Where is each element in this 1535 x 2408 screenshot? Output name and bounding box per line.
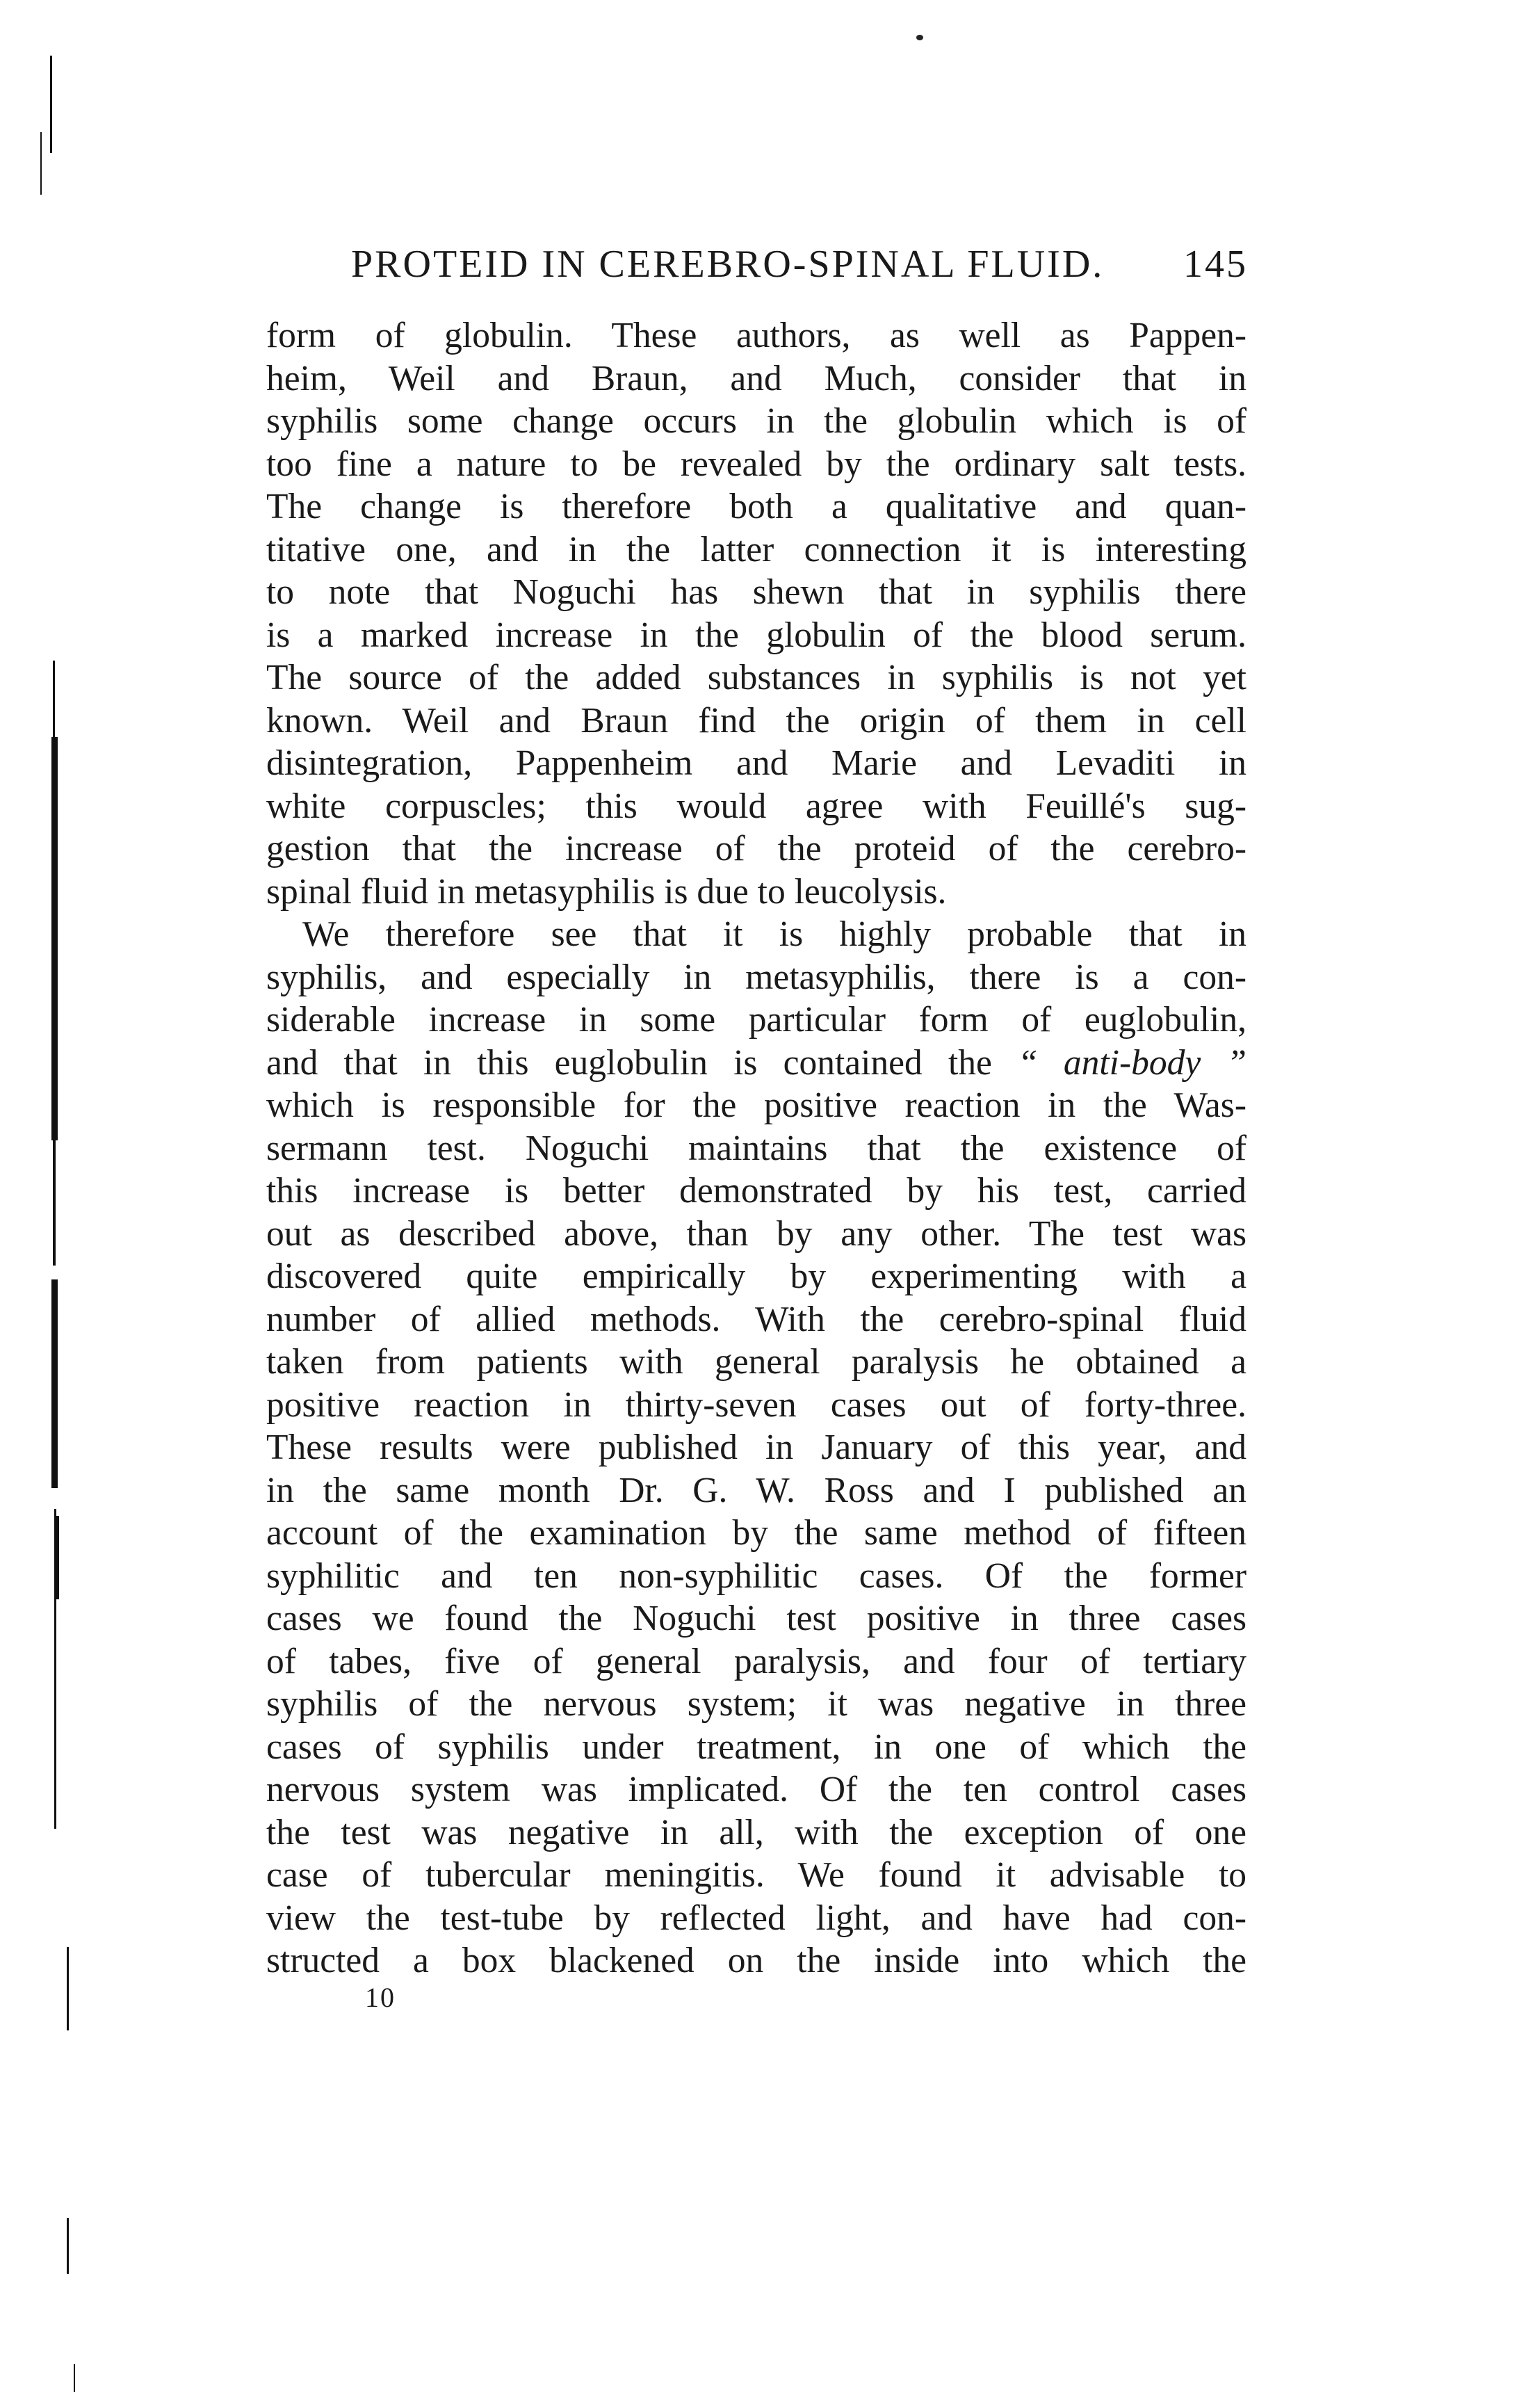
text-line: syphilis some change occurs in the globulin which is of <box>266 401 1246 441</box>
text-line: syphilis of the nervous system; it was negative in three <box>266 1684 1246 1724</box>
ink-speck <box>916 35 923 40</box>
text-line: nervous system was implicated. Of the ten control cases <box>266 1770 1246 1809</box>
text-line: heim, Weil and Braun, and Much, consider that in <box>266 358 1246 398</box>
text-line: white corpuscles; this would agree with Feuillé's sug- <box>266 786 1246 826</box>
text-line: structed a box blackened on the inside into which the <box>266 1941 1246 1980</box>
text-line: spinal fluid in metasyphilis is due to leucolysis. <box>266 871 947 912</box>
gutter-mark <box>50 56 52 153</box>
gutter-mark <box>40 132 42 195</box>
text-line: known. Weil and Braun find the origin of them in cell <box>266 700 1246 741</box>
text-line: cases of syphilis under treatment, in one of which the <box>266 1727 1246 1767</box>
body-text <box>266 314 1246 1982</box>
antibody-italic: “ anti-body ” <box>1018 1042 1246 1083</box>
text-line: is a marked increase in the globulin of the blood serum. <box>266 615 1246 655</box>
gutter-mark <box>53 1140 56 1266</box>
antibody-line-text: and that in this euglobulin is contained the <box>266 1042 1018 1083</box>
text-line: which is responsible for the positive reaction in the Was- <box>266 1085 1246 1125</box>
gutter-mark <box>74 2364 75 2392</box>
text-line: syphilis, and especially in metasyphilis, there is a con- <box>266 957 1246 997</box>
text-line: in the same month Dr. G. W. Ross and I published an <box>266 1470 1246 1510</box>
signature-mark: 10 <box>365 1982 396 2013</box>
text-line: number of allied methods. With the cerebro-spinal fluid <box>266 1299 1246 1339</box>
text-line: syphilitic and ten non-syphilitic cases. Of the former <box>266 1555 1246 1596</box>
gutter-mark <box>67 2218 69 2274</box>
text-line: titative one, and in the latter connection it is interesting <box>266 529 1246 569</box>
text-line: These results were published in January of this year, and <box>266 1428 1246 1467</box>
gutter-mark <box>51 737 58 1140</box>
gutter-mark <box>67 1947 69 2030</box>
text-line: The source of the added substances in syphilis is not yet <box>266 658 1246 697</box>
text-line: this increase is better demonstrated by his test, carried <box>266 1171 1246 1211</box>
gutter-mark <box>55 1516 59 1599</box>
text-line: of tabes, five of general paralysis, and four of tertiary <box>266 1641 1246 1681</box>
text-line: discovered quite empirically by experimenting with a <box>266 1256 1246 1296</box>
text-line: We therefore see that it is highly probable that in <box>302 914 1246 954</box>
text-line: to note that Noguchi has shewn that in syphilis there <box>266 572 1246 612</box>
text-line: account of the examination by the same method of fifteen <box>266 1513 1246 1553</box>
running-head-title: PROTEID IN CEREBRO-SPINAL FLUID. <box>351 243 1105 286</box>
text-line: cases we found the Noguchi test positive in three cases <box>266 1599 1246 1638</box>
text-line: out as described above, than by any other. The test was <box>266 1213 1246 1254</box>
text-line: case of tubercular meningitis. We found it advisable to <box>266 1855 1246 1895</box>
text-line: the test was negative in all, with the exception of one <box>266 1812 1246 1852</box>
text-line: taken from patients with general paralysis he obtained a <box>266 1342 1246 1382</box>
text-line: too fine a nature to be revealed by the ordinary salt tests. <box>266 444 1246 484</box>
text-line: The change is therefore both a qualitative and quan- <box>266 487 1246 526</box>
text-line: view the test-tube by reflected light, and have had con- <box>266 1898 1246 1938</box>
text-line: disintegration, Pappenheim and Marie and Levaditi in <box>266 743 1246 783</box>
running-head <box>351 236 1248 292</box>
gutter-mark <box>51 1279 58 1488</box>
text-line: siderable increase in some particular form of euglobulin, <box>266 1000 1246 1040</box>
text-line: form of globulin. These authors, as well as Pappen- <box>266 316 1246 355</box>
text-line: positive reaction in thirty-seven cases out of forty-three. <box>266 1384 1246 1425</box>
text-line: gestion that the increase of the proteid of the cerebro- <box>266 829 1246 868</box>
text-line: sermann test. Noguchi maintains that the existence of <box>266 1128 1246 1168</box>
text-line-antibody <box>266 1042 1246 1085</box>
page-number: 145 <box>1183 243 1248 286</box>
